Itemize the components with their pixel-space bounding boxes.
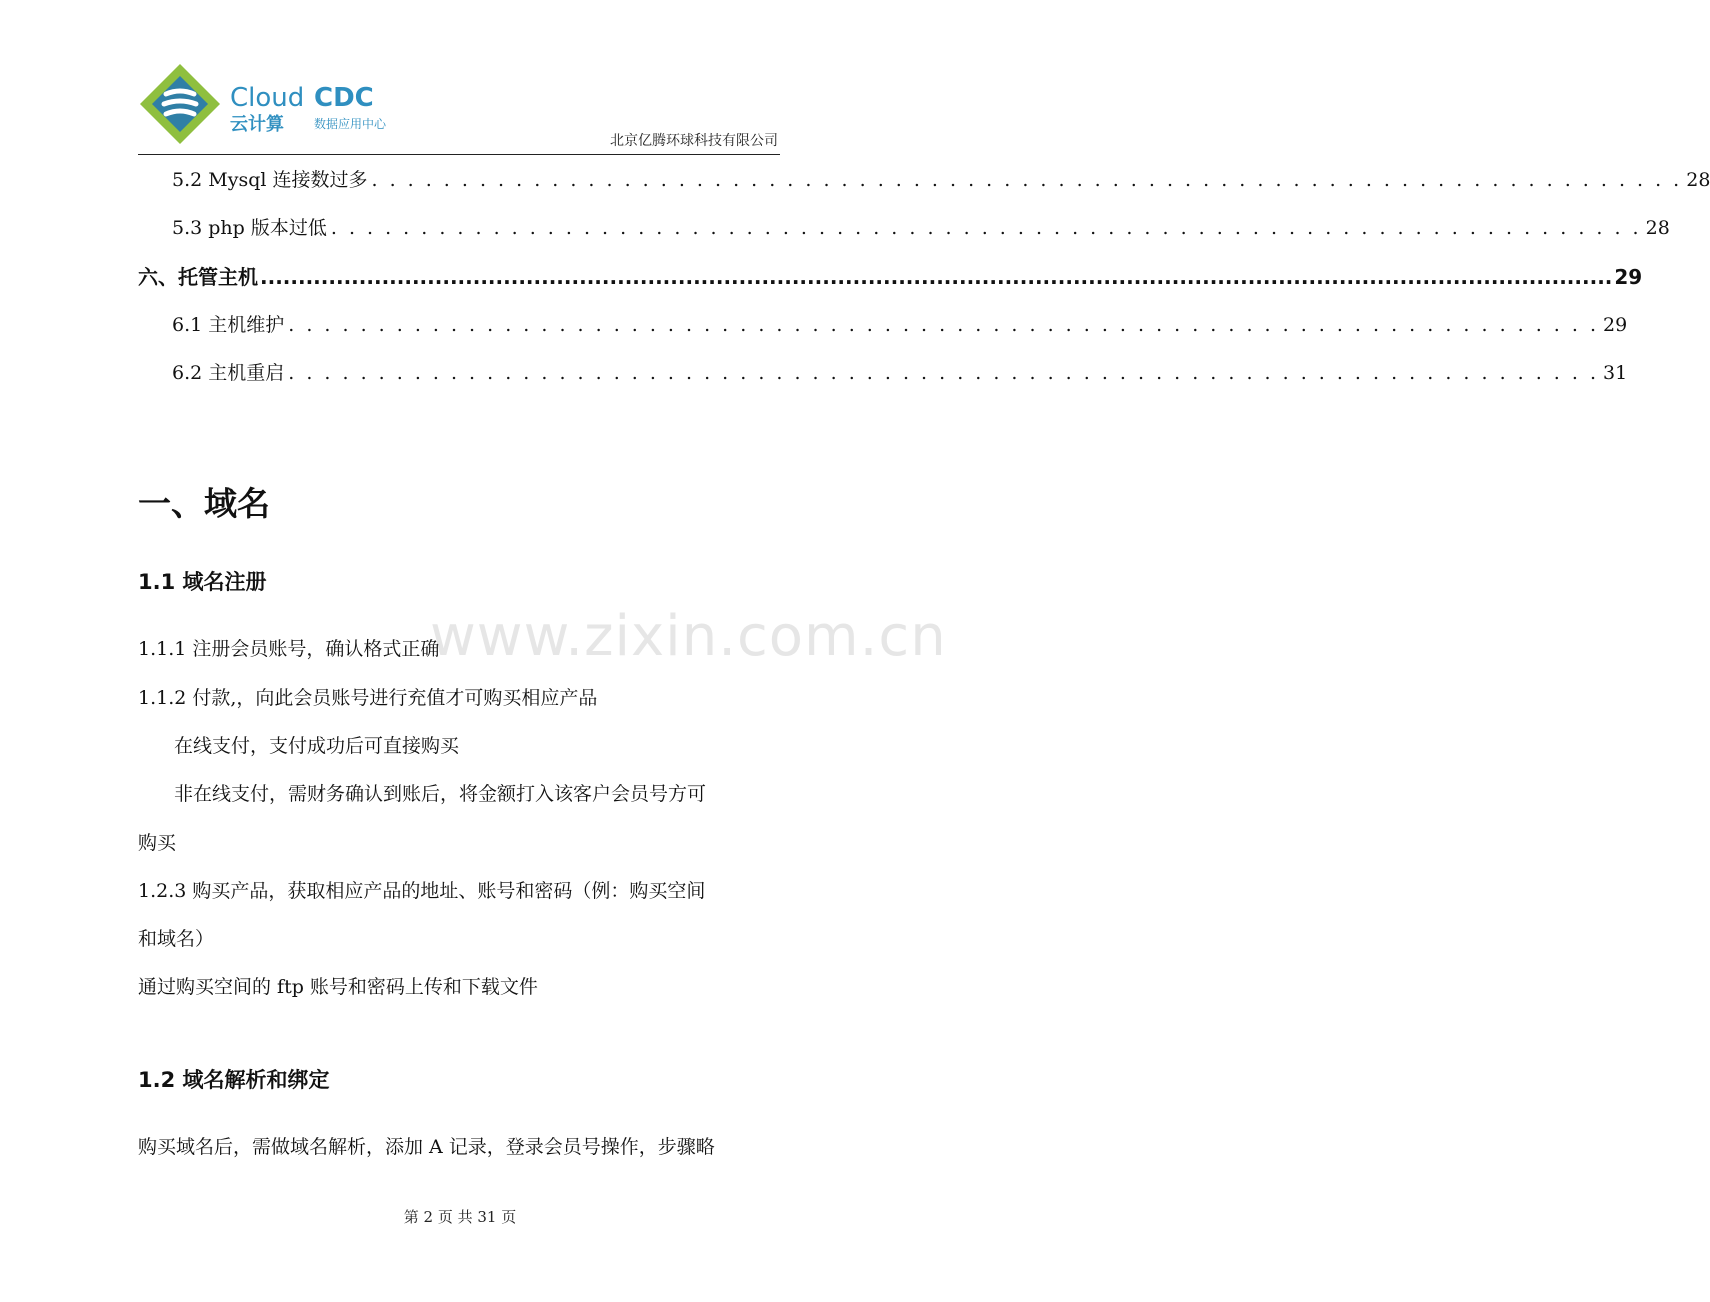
toc-leader: . . . . . . . . . . . . . . . . . . . . . . . . . . . . . . . . . . . . . . . . . . . . . . . . . . . . . . . . . . . . . . . . . . . . . . . . . [330, 217, 1642, 239]
paragraph: 通过购买空间的 ftp 账号和密码上传和下载文件 [138, 976, 538, 998]
toc-entry-label: 6.1 主机维护 [172, 314, 285, 336]
section-heading: 1.1 域名注册 [138, 570, 267, 594]
paragraph: 购买 [138, 832, 177, 854]
watermark: www.zixin.com.cn [430, 604, 947, 669]
paragraph: 在线支付，支付成功后可直接购买 [174, 735, 460, 757]
svg-text:CDC: CDC [314, 83, 374, 113]
paragraph: 1.1.2 付款,，向此会员账号进行充值才可购买相应产品 [138, 687, 598, 709]
toc-leader: . . . . . . . . . . . . . . . . . . . . . . . . . . . . . . . . . . . . . . . . . . . . . . . . . . . . . . . . . . . . . . . . . . . . . . . . . [288, 314, 1600, 336]
toc-entry-page: 31 [1603, 362, 1628, 384]
toc-entry-label: 5.3 php 版本过低 [172, 217, 327, 239]
paragraph: 购买域名后，需做域名解析，添加 A 记录，登录会员号操作，步骤略 [138, 1136, 715, 1158]
toc-entry[interactable] [0, 165, 1710, 195]
svg-text:数据应用中心: 数据应用中心 [314, 117, 387, 131]
toc-entry[interactable] [0, 261, 1643, 291]
toc-entry[interactable] [0, 358, 1628, 388]
toc-entry-label: 六、托管主机 [138, 265, 258, 289]
paragraph: 1.2.3 购买产品，获取相应产品的地址、账号和密码（例：购买空间 [138, 880, 706, 902]
toc-entry-page: 29 [1603, 314, 1628, 336]
page-header [138, 56, 780, 155]
toc-leader: . . . . . . . . . . . . . . . . . . . . . . . . . . . . . . . . . . . . . . . . . . . . . . . . . . . . . . . . . . . . . . . . . . . . . . . . . [371, 169, 1683, 191]
toc-leader: .................................................................................................................................................................................. [260, 265, 1613, 289]
svg-text:云计算: 云计算 [230, 114, 284, 135]
paragraph: 非在线支付，需财务确认到账后，将金额打入该客户会员号方可 [174, 783, 707, 805]
page-footer: 第 2 页 共 31 页 [403, 1208, 517, 1226]
paragraph: 1.1.1 注册会员账号，确认格式正确 [138, 638, 440, 660]
toc-entry-page: 28 [1645, 217, 1670, 239]
toc-entry-label: 6.2 主机重启 [172, 362, 285, 384]
company-name: 北京亿腾环球科技有限公司 [610, 133, 778, 149]
cloud-cdc-logo [138, 60, 398, 150]
toc-entry[interactable] [0, 310, 1628, 340]
section-heading: 1.2 域名解析和绑定 [138, 1068, 330, 1092]
toc-leader: . . . . . . . . . . . . . . . . . . . . . . . . . . . . . . . . . . . . . . . . . . . . . . . . . . . . . . . . . . . . . . . . . . . . . . . . . [288, 362, 1600, 384]
toc-entry-label: 5.2 Mysql 连接数过多 [172, 169, 368, 191]
chapter-heading: 一、域名 [138, 484, 270, 523]
paragraph: 和域名） [138, 928, 215, 950]
toc-entry-page: 28 [1686, 169, 1710, 191]
toc-entry-page: 29 [1614, 265, 1643, 289]
toc-entry[interactable] [0, 213, 1670, 243]
svg-text:Cloud: Cloud [230, 83, 305, 113]
